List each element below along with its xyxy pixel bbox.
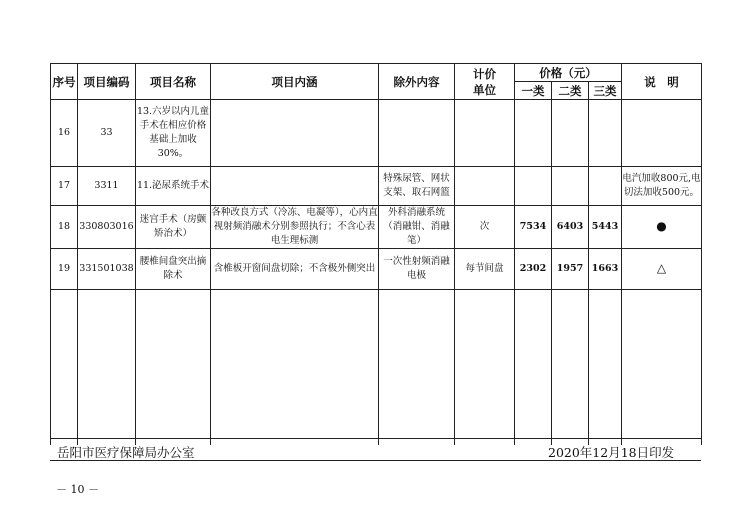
cell-seq: 17 [51, 167, 78, 206]
cell-unit: 每节间盘 [455, 249, 515, 290]
cell-name: 腰椎间盘突出摘除术 [136, 249, 211, 290]
cell-seq: 16 [51, 100, 78, 167]
cell-price-1: 7534 [515, 206, 552, 249]
page-number: － 10 － [56, 483, 99, 496]
cell-content: 含椎板开窗间盘切除；不含极外侧突出 [211, 249, 379, 290]
cell-content [211, 167, 379, 206]
cell-note: ● [622, 206, 702, 249]
cell-name: 13.六岁以内儿童手术在相应价格基础上加收30%。 [136, 100, 211, 167]
cell-note: △ [622, 249, 702, 290]
cell-exclude: 特殊尿管、网状支架、取石网篮 [379, 167, 455, 206]
cell-code: 33 [78, 100, 136, 167]
cell-unit [455, 100, 515, 167]
header-content: 项目内涵 [211, 64, 379, 100]
cell-note: 电汽加收800元,电切法加收500元。 [622, 167, 702, 206]
header-class3: 三类 [589, 82, 622, 100]
table-row [51, 100, 702, 167]
cell-price-3 [589, 100, 622, 167]
header-unit: 计价单位 [455, 64, 515, 100]
cell-content: 各种改良方式（冷冻、电凝等），心内直视射频消融术分别参照执行；不含心表电生理标测 [211, 206, 379, 249]
table-empty-row [51, 290, 702, 446]
cell-price-3: 1663 [589, 249, 622, 290]
cell-price-1 [515, 100, 552, 167]
cell-unit [455, 167, 515, 206]
cell-price-1 [515, 167, 552, 206]
header-code: 项目编码 [78, 64, 136, 100]
cell-code: 3311 [78, 167, 136, 206]
cell-code: 330803016 [78, 206, 136, 249]
cell-exclude: 外科消融系统（消融钳、消融笔） [379, 206, 455, 249]
header-seq: 序号 [51, 64, 78, 100]
table-row [51, 206, 702, 249]
cell-name: 11.泌尿系统手术 [136, 167, 211, 206]
fee-table [50, 63, 702, 445]
cell-exclude [379, 100, 455, 167]
header-exclude: 除外内容 [379, 64, 455, 100]
cell-name: 迷宫手术（房颤矫治术） [136, 206, 211, 249]
footer-bottom-rule [50, 460, 701, 461]
cell-price-2: 6403 [552, 206, 589, 249]
cell-note [622, 100, 702, 167]
cell-price-2 [552, 167, 589, 206]
footer-date: 2020年12月18日印发 [548, 445, 675, 460]
header-class2: 二类 [552, 82, 589, 100]
cell-price-1: 2302 [515, 249, 552, 290]
cell-seq: 19 [51, 249, 78, 290]
header-class1: 一类 [515, 82, 552, 100]
cell-price-2: 1957 [552, 249, 589, 290]
cell-price-2 [552, 100, 589, 167]
header-name: 项目名称 [136, 64, 211, 100]
footer-top-rule [50, 438, 701, 439]
cell-price-3: 5443 [589, 206, 622, 249]
cell-content [211, 100, 379, 167]
cell-code: 331501038 [78, 249, 136, 290]
footer-issuer: 岳阳市医疗保障局办公室 [57, 445, 195, 460]
header-price: 价格（元） [515, 64, 622, 82]
table-row [51, 249, 702, 290]
header-note: 说 明 [622, 64, 702, 100]
cell-seq: 18 [51, 206, 78, 249]
table-row [51, 167, 702, 206]
cell-unit: 次 [455, 206, 515, 249]
cell-price-3 [589, 167, 622, 206]
cell-exclude: 一次性射频消融电极 [379, 249, 455, 290]
